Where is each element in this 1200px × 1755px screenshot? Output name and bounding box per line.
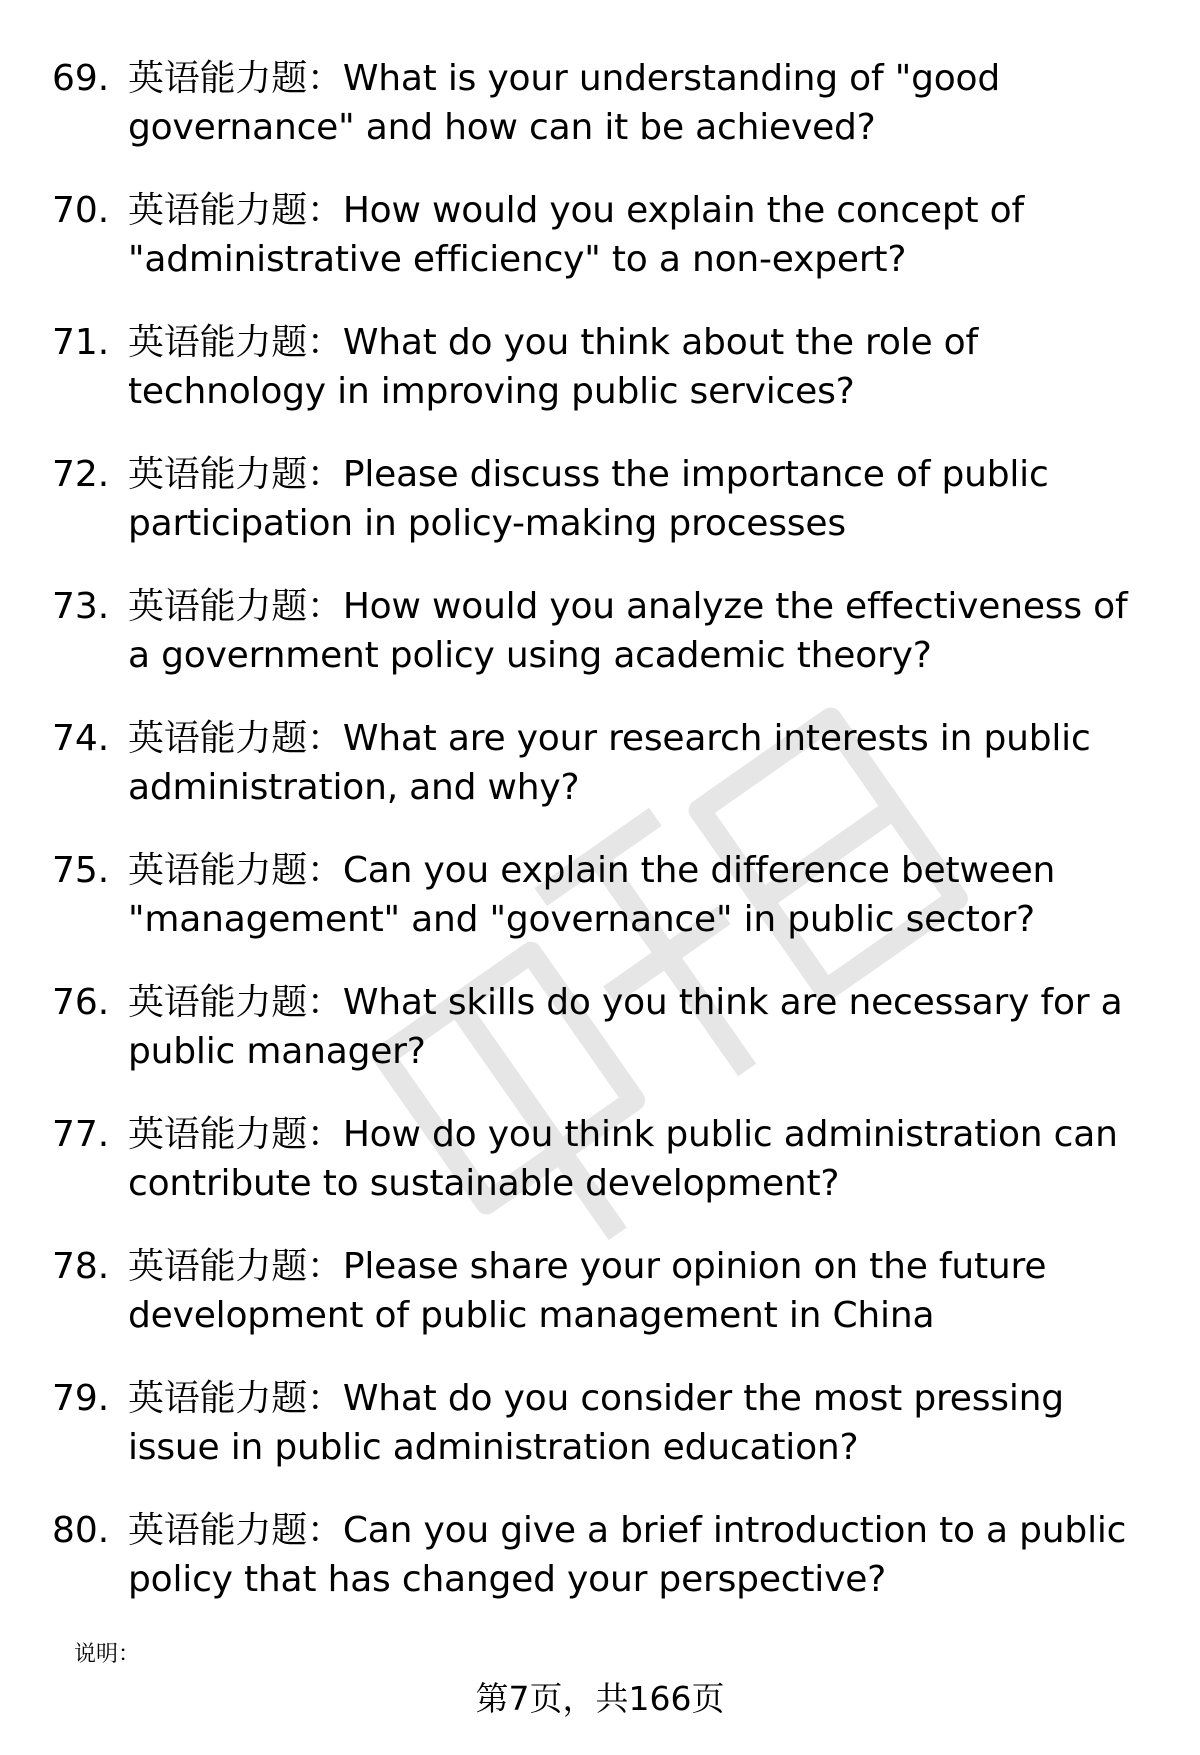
page-number-footer: 第7页，共166页 bbox=[475, 1679, 725, 1718]
question-text: Can you explain the difference between "management" and "governance" in public sector? bbox=[128, 850, 1056, 940]
question-category: 英语能力题： bbox=[128, 982, 343, 1023]
question-number: 79. bbox=[52, 1378, 110, 1419]
question-body bbox=[128, 978, 1148, 1076]
question-category: 英语能力题： bbox=[128, 190, 343, 231]
question-category: 英语能力题： bbox=[128, 1510, 343, 1551]
question-number: 78. bbox=[52, 1246, 110, 1287]
list-item bbox=[0, 54, 1200, 186]
question-number: 72. bbox=[52, 454, 110, 495]
question-text: What do you consider the most pressing issue in public administration education? bbox=[128, 1378, 1064, 1468]
list-item bbox=[0, 1242, 1200, 1374]
question-number: 76. bbox=[52, 982, 110, 1023]
question-body bbox=[128, 714, 1148, 812]
question-text: What are your research interests in public administration, and why? bbox=[128, 718, 1091, 808]
question-category: 英语能力题： bbox=[128, 454, 343, 495]
question-category: 英语能力题： bbox=[128, 1114, 343, 1155]
list-item bbox=[0, 186, 1200, 318]
question-number: 80. bbox=[52, 1510, 110, 1551]
question-category: 英语能力题： bbox=[128, 850, 343, 891]
question-body bbox=[128, 582, 1148, 680]
list-item bbox=[0, 714, 1200, 846]
list-item bbox=[0, 582, 1200, 714]
question-body bbox=[128, 186, 1148, 284]
question-number: 69. bbox=[52, 58, 110, 99]
list-item bbox=[0, 1374, 1200, 1506]
question-body bbox=[128, 54, 1148, 152]
question-body bbox=[128, 1242, 1148, 1340]
question-number: 71. bbox=[52, 322, 110, 363]
question-text: What is your understanding of "good governance" and how can it be achieved? bbox=[128, 58, 1001, 148]
question-category: 英语能力题： bbox=[128, 586, 343, 627]
question-category: 英语能力题： bbox=[128, 718, 343, 759]
question-number: 74. bbox=[52, 718, 110, 759]
question-text: How would you explain the concept of "administrative efficiency" to a non-expert? bbox=[128, 190, 1024, 280]
question-body bbox=[128, 1110, 1148, 1208]
question-text: Please share your opinion on the future development of public management in China bbox=[128, 1246, 1047, 1336]
question-body bbox=[128, 846, 1148, 944]
question-text: How would you analyze the effectiveness of a government policy using academic theory? bbox=[128, 586, 1128, 676]
question-number: 70. bbox=[52, 190, 110, 231]
question-text: Can you give a brief introduction to a public policy that has changed your perspective? bbox=[128, 1510, 1127, 1600]
list-item bbox=[0, 846, 1200, 978]
list-item bbox=[0, 318, 1200, 450]
question-body bbox=[128, 1506, 1148, 1604]
question-text: What skills do you think are necessary for a public manager? bbox=[128, 982, 1123, 1072]
list-item bbox=[0, 450, 1200, 582]
note-label: 说明： bbox=[74, 1642, 141, 1667]
question-list bbox=[0, 54, 1200, 1638]
list-item bbox=[0, 1110, 1200, 1242]
question-number: 73. bbox=[52, 586, 110, 627]
list-item bbox=[0, 978, 1200, 1110]
question-body bbox=[128, 318, 1148, 416]
question-text: Please discuss the importance of public participation in policy-making processes bbox=[128, 454, 1049, 544]
question-text: What do you think about the role of technology in improving public services? bbox=[128, 322, 978, 412]
list-item bbox=[0, 1506, 1200, 1638]
question-body bbox=[128, 450, 1148, 548]
question-number: 75. bbox=[52, 850, 110, 891]
question-category: 英语能力题： bbox=[128, 1378, 343, 1419]
question-number: 77. bbox=[52, 1114, 110, 1155]
question-category: 英语能力题： bbox=[128, 1246, 343, 1287]
question-text: How do you think public administration can contribute to sustainable development? bbox=[128, 1114, 1118, 1204]
question-category: 英语能力题： bbox=[128, 322, 343, 363]
question-category: 英语能力题： bbox=[128, 58, 343, 99]
question-body bbox=[128, 1374, 1148, 1472]
